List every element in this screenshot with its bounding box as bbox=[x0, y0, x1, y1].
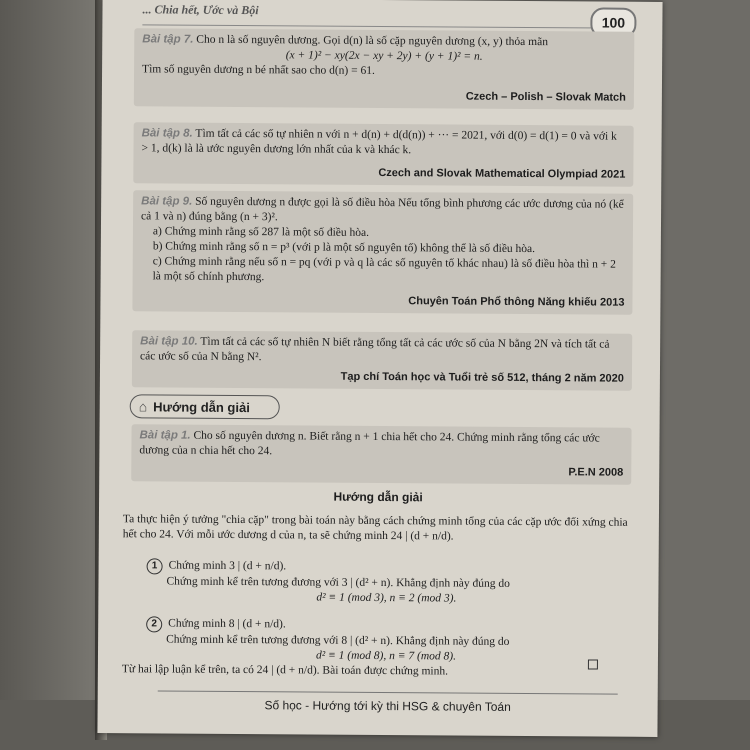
solution-heading: Hướng dẫn giải bbox=[333, 489, 423, 505]
page-footer: Số học - Hướng tới kỳ thi HSG & chuyên Toán bbox=[158, 690, 618, 714]
step-1 bbox=[146, 558, 626, 607]
exercise-7 bbox=[134, 28, 635, 109]
exercise-source: Tạp chí Toán học và Tuổi trẻ số 512, tháng 2 năm 2020 bbox=[340, 370, 624, 385]
exercise-8 bbox=[133, 122, 633, 186]
exercise-item-b: b) Chứng minh rằng số n = p³ (với p là một số nguyên tố) không thể là số điều hòa. bbox=[152, 240, 536, 256]
qed-square bbox=[588, 659, 598, 669]
exercise-text: Cho số nguyên dương n. Biết rằng n + 1 chia hết cho 24. Chứng minh rằng tổng các ước dương của n chia hết cho 24. bbox=[139, 429, 600, 458]
step-claim: Chứng minh 3 | (d + n/d). bbox=[168, 559, 287, 573]
step-text: Chứng minh kể trên tương đương với 8 | (d² + n). Khẳng định này đúng do bbox=[166, 633, 510, 648]
exercise-label: Bài tập 9. bbox=[141, 195, 193, 208]
book-page bbox=[97, 0, 662, 737]
solution-section-title bbox=[130, 394, 280, 419]
exercise-9 bbox=[132, 190, 633, 314]
exercise-source: P.E.N 2008 bbox=[568, 466, 624, 479]
house-icon: ⌂ bbox=[138, 398, 148, 415]
exercise-label: Bài tập 7. bbox=[142, 33, 194, 46]
step-formula: d² ≡ 1 (mod 8), n ≡ 7 (mod 8). bbox=[315, 649, 457, 663]
conclusion: Từ hai lập luận kể trên, ta có 24 | (d + n/d). Bài toán được chứng minh. bbox=[121, 663, 449, 678]
exercise-formula: (x + 1)² − xy(2x − xy + 2y) + (y + 1)² = n. bbox=[285, 49, 483, 63]
exercise-label: Bài tập 10. bbox=[140, 335, 198, 348]
exercise-text: Số nguyên dương n được gọi là số điều hòa Nếu tổng bình phương các ước dương của nó (kể cả 1 và n) đúng bằng (n + 3)². bbox=[141, 195, 624, 224]
solution-exercise-1 bbox=[131, 424, 631, 484]
exercise-text: Cho n là số nguyên dương. Gọi d(n) là số cặp nguyên dương (x, y) thỏa mãn bbox=[196, 33, 549, 49]
exercise-question: Tìm số nguyên dương n bé nhất sao cho d(n) = 61. bbox=[142, 63, 375, 77]
exercise-label: Bài tập 8. bbox=[141, 127, 193, 140]
step-2 bbox=[146, 616, 626, 665]
step-number: 1 bbox=[147, 558, 163, 574]
background-dark bbox=[0, 0, 100, 750]
exercise-text: Tìm tất cả các số tự nhiên N biết rằng tổng tất cả các ước số của N bằng 2N và tích tất cả các ước số của N bằng N². bbox=[140, 335, 610, 364]
exercise-source: Czech – Polish – Slovak Match bbox=[465, 90, 626, 104]
page-number: 100 bbox=[590, 7, 636, 37]
exercise-source: Czech and Slovak Mathematical Olympiad 2021 bbox=[378, 166, 626, 181]
exercise-item-c: c) Chứng minh rằng nếu số n = pq (với p và q là các số nguyên tố khác nhau) là số điều hòa thì n + 2 là một số chính phương. bbox=[152, 255, 616, 284]
step-formula: d² ≡ 1 (mod 3), n ≡ 2 (mod 3). bbox=[316, 591, 457, 605]
solution-intro: Ta thực hiện ý tưởng "chia cặp" trong bài toán này bằng cách chứng minh tổng của các cặp ước đối xứng chia hết cho 24. Với mỗi ước dương d của n, ta sẽ chứng minh 24 | (d + n/d). bbox=[122, 513, 628, 543]
solution-section-label: Hướng dẫn giải bbox=[153, 398, 250, 415]
step-text: Chứng minh kể trên tương đương với 3 | (d² + n). Khẳng định này đúng do bbox=[166, 575, 510, 590]
exercise-10 bbox=[132, 330, 632, 390]
step-number: 2 bbox=[146, 616, 162, 632]
step-claim: Chứng minh 8 | (d + n/d). bbox=[168, 617, 286, 631]
exercise-source: Chuyên Toán Phổ thông Năng khiếu 2013 bbox=[408, 295, 625, 309]
running-header: ... Chia hết, Ước và Bội bbox=[142, 2, 622, 28]
exercise-text: Tìm tất cả các số tự nhiên n với n + d(n) + d(d(n)) + ··· = 2021, với d(0) = d(1) = 0 và với k > 1, d(k) là là ước nguyên dương lớn nhất của k và khác k. bbox=[141, 127, 617, 157]
exercise-label: Bài tập 1. bbox=[139, 429, 191, 442]
exercise-item-a: a) Chứng minh rằng số 287 là một số điều hòa. bbox=[152, 225, 370, 239]
